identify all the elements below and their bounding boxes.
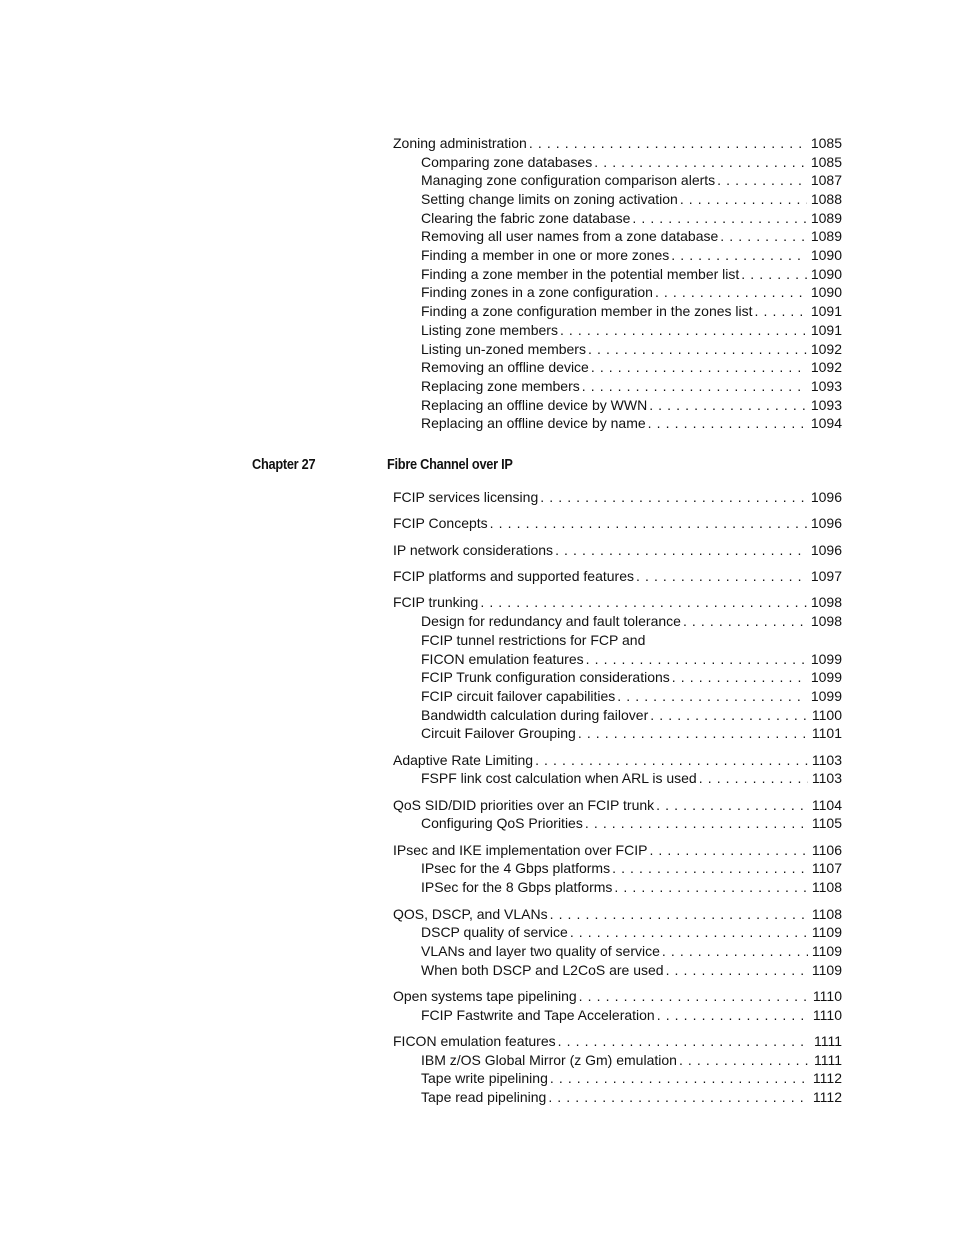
toc-entry-title: FCIP tunnel restrictions for FCP and (421, 631, 646, 648)
toc-entry-page: 1110 (812, 1006, 842, 1023)
toc-entry-page: 1104 (811, 796, 842, 813)
toc-entry-page: 1112 (812, 1089, 842, 1106)
toc-entry-page: 1099 (810, 687, 842, 704)
dot-leader (550, 905, 808, 924)
dot-leader (679, 1051, 810, 1070)
toc-entry-title: Clearing the fabric zone database (421, 209, 631, 226)
dot-leader (540, 488, 807, 507)
toc-entry-title: FCIP circuit failover capabilities (421, 687, 616, 704)
dot-leader (648, 414, 807, 433)
dot-leader (699, 769, 808, 788)
toc-entry-page: 1111 (813, 1033, 842, 1050)
toc-entry[interactable] (393, 190, 842, 209)
toc-entry[interactable] (393, 567, 842, 586)
toc-entry-page: 1100 (811, 706, 842, 723)
chapter-title: Fibre Channel over IP (387, 457, 513, 473)
toc-entry[interactable] (393, 841, 842, 860)
toc-entry-page: 1097 (810, 568, 842, 585)
toc-group (393, 514, 842, 533)
toc-entry-page: 1092 (810, 340, 842, 357)
toc-entry[interactable] (393, 227, 842, 246)
toc-entry-title: VLANs and layer two quality of service (421, 942, 660, 959)
toc-entry-title: Listing un-zoned members (421, 340, 586, 357)
toc-entry[interactable] (393, 1051, 842, 1070)
toc-entry[interactable] (393, 134, 842, 153)
toc-entry-title: Replacing an offline device by WWN (421, 396, 648, 413)
toc-entry-title: QOS, DSCP, and VLANs (393, 905, 548, 922)
dot-leader (480, 594, 807, 613)
dot-leader (672, 668, 807, 687)
toc-entry-page: 1090 (810, 265, 842, 282)
dot-leader (612, 860, 808, 879)
toc-entry-page: 1099 (810, 650, 842, 667)
toc-entry[interactable] (393, 396, 842, 415)
dot-leader (649, 841, 807, 860)
toc-entry-title: IPsec and IKE implementation over FCIP (393, 841, 648, 858)
dot-leader (578, 724, 808, 743)
toc-entry[interactable] (393, 321, 842, 340)
toc-entry[interactable] (393, 1006, 842, 1025)
toc-entry[interactable] (393, 961, 842, 980)
toc-entry[interactable] (393, 631, 842, 650)
toc-entry[interactable] (393, 153, 842, 172)
dot-leader (662, 942, 808, 961)
dot-leader (558, 1032, 810, 1051)
toc-entry-title: Replacing an offline device by name (421, 415, 646, 432)
toc-entry-title: FICON emulation features (393, 1033, 556, 1050)
dot-leader (585, 814, 808, 833)
toc-entry-title: Tape read pipelining (421, 1089, 547, 1106)
toc-entry-title: Open systems tape pipelining (393, 987, 577, 1004)
toc-entry[interactable] (393, 246, 842, 265)
toc-group (393, 751, 842, 788)
toc-group (393, 1032, 842, 1107)
dot-leader (683, 612, 807, 631)
toc-group (393, 594, 842, 744)
toc-entry-page: 1098 (810, 594, 842, 611)
toc-entry[interactable] (393, 1032, 842, 1051)
toc-entry-page: 1088 (810, 191, 842, 208)
toc-entry-title: Circuit Failover Grouping (421, 725, 576, 742)
toc-chapter-27 (393, 488, 842, 1115)
chapter-label: Chapter 27 (252, 457, 316, 473)
toc-entry-title: Finding a zone member in the potential member list (421, 265, 740, 282)
toc-entry[interactable] (393, 724, 842, 743)
toc-entry-title: IP network considerations (393, 541, 554, 558)
dot-leader (582, 377, 807, 396)
dot-leader (649, 396, 807, 415)
toc-entry-title: FCIP Trunk configuration considerations (421, 669, 670, 686)
toc-entry-page: 1109 (811, 924, 842, 941)
toc-group (393, 796, 842, 833)
toc-entry[interactable] (393, 706, 842, 725)
toc-entry-title: Configuring QoS Priorities (421, 815, 583, 832)
toc-entry-page: 1091 (810, 303, 842, 320)
toc-entry[interactable] (393, 860, 842, 879)
toc-entry-title: FCIP platforms and supported features (393, 568, 634, 585)
toc-entry-title: Zoning administration (393, 134, 527, 151)
dot-leader (550, 1069, 809, 1088)
dot-leader (617, 687, 807, 706)
toc-entry-page: 1091 (810, 321, 842, 338)
toc-entry-page: 1096 (810, 488, 842, 505)
toc-entry[interactable] (393, 209, 842, 228)
toc-entry-title: Bandwidth calculation during failover (421, 706, 649, 723)
dot-leader (655, 284, 807, 303)
dot-leader (671, 246, 807, 265)
toc-entry-title: FSPF link cost calculation when ARL is used (421, 770, 697, 787)
dot-leader (741, 265, 807, 284)
toc-entry[interactable] (393, 814, 842, 833)
toc-entry-title: Managing zone configuration comparison alerts (421, 172, 716, 189)
dot-leader (657, 1006, 809, 1025)
toc-entry-title: IPsec for the 4 Gbps platforms (421, 860, 611, 877)
toc-entry[interactable] (393, 340, 842, 359)
toc-entry[interactable] (393, 650, 842, 669)
toc-entry-title: QoS SID/DID priorities over an FCIP trunk (393, 796, 655, 813)
toc-entry-page: 1103 (811, 751, 842, 768)
toc-entry-title: Adaptive Rate Limiting (393, 751, 534, 768)
toc-entry-title: Finding a member in one or more zones (421, 247, 670, 264)
toc-entry-page: 1085 (810, 153, 842, 170)
toc-entry-page: 1110 (812, 987, 842, 1004)
toc-entry-page: 1109 (811, 942, 842, 959)
dot-leader (666, 961, 808, 980)
dot-leader (636, 567, 807, 586)
dot-leader (535, 751, 808, 770)
dot-leader (529, 134, 807, 153)
toc-entry-page: 1103 (811, 770, 842, 787)
toc-entry-page: 1099 (810, 669, 842, 686)
toc-entry-page: 1109 (811, 961, 842, 978)
toc-group (393, 987, 842, 1024)
toc-entry[interactable] (393, 284, 842, 303)
toc-entry-title: IBM z/OS Global Mirror (z Gm) emulation (421, 1051, 677, 1068)
dot-leader (579, 987, 809, 1006)
toc-entry-page: 1094 (810, 415, 842, 432)
toc-entry[interactable] (393, 942, 842, 961)
toc-entry-title: Removing an offline device (421, 359, 589, 376)
toc-entry-page: 1106 (811, 841, 842, 858)
toc-entry-page: 1090 (810, 247, 842, 264)
dot-leader (586, 650, 807, 669)
toc-group (393, 541, 842, 560)
toc-entry[interactable] (393, 377, 842, 396)
toc-entry[interactable] (393, 1069, 842, 1088)
toc-entry-title: Listing zone members (421, 321, 558, 338)
toc-entry[interactable] (393, 514, 842, 533)
toc-group (393, 488, 842, 507)
toc-entry-page: 1090 (810, 284, 842, 301)
toc-entry[interactable] (393, 541, 842, 560)
toc-entry[interactable] (393, 358, 842, 377)
dot-leader (717, 171, 807, 190)
toc-group (393, 134, 842, 433)
toc-entry-title: Tape write pipelining (421, 1070, 548, 1087)
toc-entry-title: Replacing zone members (421, 377, 580, 394)
dot-leader (720, 227, 807, 246)
toc-zoning-section (393, 134, 842, 441)
toc-entry-title: Finding zones in a zone configuration (421, 284, 653, 301)
dot-leader (650, 706, 808, 725)
toc-entry-page: 1105 (811, 815, 842, 832)
toc-entry[interactable] (393, 796, 842, 815)
toc-entry[interactable] (393, 905, 842, 924)
toc-entry-title: When both DSCP and L2CoS are used (421, 961, 664, 978)
toc-entry-title: Comparing zone databases (421, 153, 593, 170)
toc-entry[interactable] (393, 769, 842, 788)
dot-leader (560, 321, 807, 340)
toc-entry-page: 1108 (811, 879, 842, 896)
toc-entry[interactable] (393, 751, 842, 770)
toc-entry[interactable] (393, 668, 842, 687)
toc-group (393, 841, 842, 897)
toc-entry-page: 1087 (810, 172, 842, 189)
dot-leader (656, 796, 808, 815)
toc-entry-page: 1093 (810, 377, 842, 394)
toc-entry-title: FCIP Fastwrite and Tape Acceleration (421, 1006, 655, 1023)
toc-entry-title: FCIP services licensing (393, 488, 539, 505)
toc-entry-title: Design for redundancy and fault tolerance (421, 613, 681, 630)
toc-entry[interactable] (393, 265, 842, 284)
dot-leader (755, 302, 807, 321)
toc-entry-page: 1111 (813, 1051, 842, 1068)
toc-entry-title: DSCP quality of service (421, 924, 568, 941)
toc-entry-page: 1096 (810, 541, 842, 558)
toc-entry-page: 1092 (810, 359, 842, 376)
toc-entry-title: IPSec for the 8 Gbps platforms (421, 879, 613, 896)
toc-entry[interactable] (393, 923, 842, 942)
toc-group (393, 567, 842, 586)
dot-leader (591, 358, 807, 377)
toc-entry-page: 1108 (811, 905, 842, 922)
toc-group (393, 905, 842, 980)
dot-leader (555, 541, 807, 560)
toc-entry[interactable] (393, 987, 842, 1006)
dot-leader (680, 190, 807, 209)
toc-entry-page: 1089 (810, 228, 842, 245)
toc-entry-title: FCIP trunking (393, 594, 479, 611)
dot-leader (570, 923, 808, 942)
toc-entry-page: 1107 (811, 860, 842, 877)
toc-entry[interactable] (393, 612, 842, 631)
toc-entry-page: 1101 (811, 725, 842, 742)
toc-entry-title: FCIP Concepts (393, 515, 488, 532)
toc-entry-title: Removing all user names from a zone database (421, 228, 719, 245)
dot-leader (490, 514, 807, 533)
toc-entry[interactable] (393, 878, 842, 897)
toc-entry[interactable] (393, 171, 842, 190)
toc-entry[interactable] (393, 687, 842, 706)
toc-entry-page: 1093 (810, 396, 842, 413)
toc-entry[interactable] (393, 594, 842, 613)
toc-entry-title: Setting change limits on zoning activation (421, 191, 678, 208)
dot-leader (588, 340, 807, 359)
toc-entry-page: 1089 (810, 209, 842, 226)
dot-leader (594, 153, 807, 172)
toc-entry-page: 1096 (810, 515, 842, 532)
toc-entry[interactable] (393, 302, 842, 321)
toc-entry[interactable] (393, 1088, 842, 1107)
toc-entry-title: Finding a zone configuration member in the zones list (421, 303, 753, 320)
toc-entry-page: 1085 (810, 134, 842, 151)
dot-leader (614, 878, 807, 897)
dot-leader (548, 1088, 809, 1107)
toc-entry-page: 1112 (812, 1070, 842, 1087)
toc-entry-title: FICON emulation features (421, 650, 584, 667)
toc-entry[interactable] (393, 488, 842, 507)
dot-leader (632, 209, 806, 228)
toc-entry[interactable] (393, 414, 842, 433)
toc-entry-page: 1098 (810, 613, 842, 630)
